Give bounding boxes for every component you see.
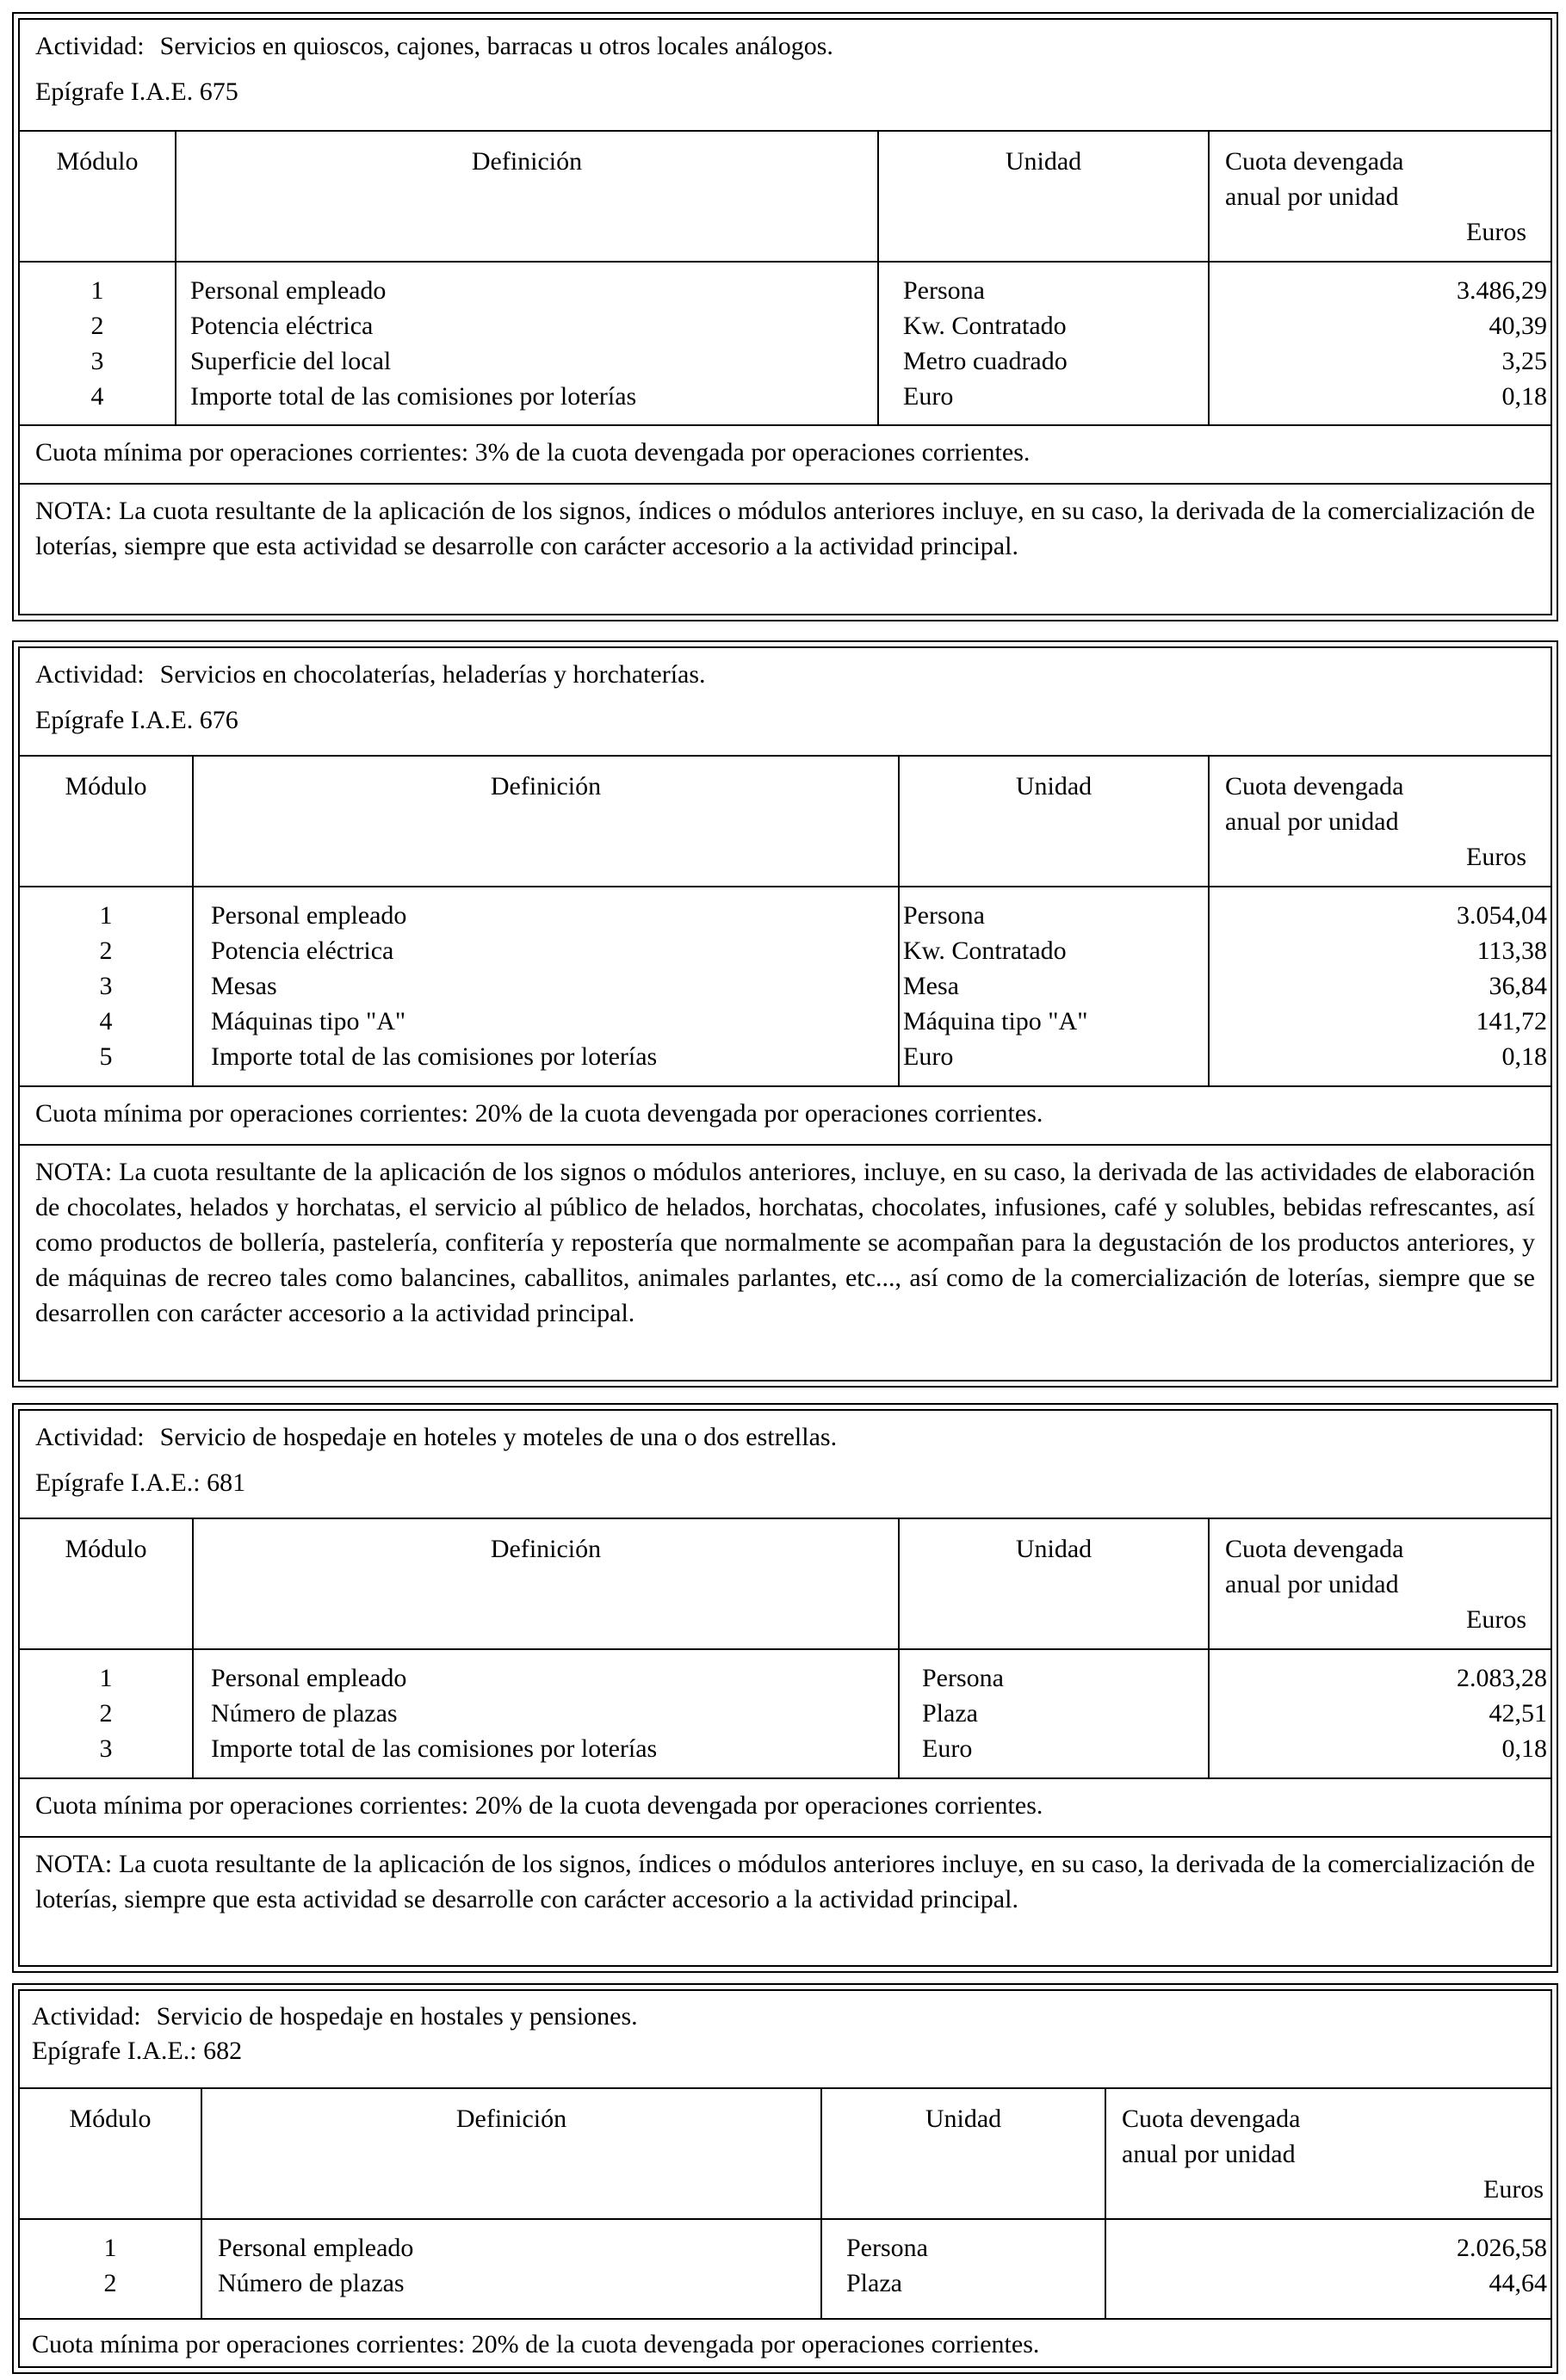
- activity-block-676: [12, 640, 1558, 1388]
- activity-heading: [35, 657, 706, 738]
- cell-definicion: Personal empleado: [211, 901, 407, 930]
- cell-definicion: Potencia eléctrica: [211, 937, 394, 965]
- header-cuota: [1225, 144, 1526, 250]
- actividad-text: Servicios en chocolaterías, heladerías y horchaterías.: [159, 660, 706, 689]
- table-row: [20, 1660, 1551, 1696]
- header-cuota-line1: Cuota devengada: [1122, 2105, 1301, 2133]
- cell-modulo: 2: [103, 2269, 117, 2297]
- cell-cuota: 3.054,04: [1457, 901, 1547, 930]
- cuota-minima: Cuota mínima por operaciones corrientes: 20% de la cuota devengada por operaciones corrientes.: [35, 1099, 1043, 1128]
- cell-modulo: 1: [90, 276, 104, 305]
- header-definicion: Definición: [490, 772, 602, 801]
- header-cuota-unit: Euros: [1466, 1605, 1526, 1634]
- actividad-text: Servicio de hospedaje en hoteles y moteles de una o dos estrellas.: [159, 1423, 838, 1451]
- cell-definicion: Máquinas tipo "A": [211, 1007, 406, 1035]
- cell-cuota: 0,18: [1501, 1734, 1547, 1763]
- cell-unidad: Plaza: [922, 1699, 978, 1728]
- table-row: [20, 898, 1551, 933]
- cell-modulo: 2: [99, 1699, 113, 1728]
- actividad-label: Actividad:: [35, 32, 145, 60]
- header-unidad: Unidad: [1015, 772, 1092, 801]
- cell-modulo: 2: [99, 937, 113, 965]
- cell-definicion: Número de plazas: [211, 1699, 398, 1728]
- cell-cuota: 2.026,58: [1457, 2234, 1547, 2262]
- cell-definicion: Importe total de las comisiones por loterías: [211, 1042, 658, 1071]
- cell-unidad: Persona: [846, 2234, 928, 2262]
- table-row: [20, 343, 1551, 379]
- nota-text: NOTA: La cuota resultante de la aplicación de los signos, índices o módulos anteriores incluye, en su caso, la derivada de la comercialización de loterías, siempre que esta actividad se desarrolle con carácter accesorio a la actividad principal.: [35, 497, 1535, 560]
- header-unidad: Unidad: [1005, 147, 1082, 176]
- cell-definicion: Importe total de las comisiones por loterías: [211, 1734, 658, 1763]
- actividad-label: Actividad:: [35, 1423, 145, 1451]
- header-cuota-line1: Cuota devengada: [1225, 1535, 1404, 1563]
- header-cuota-unit: Euros: [1483, 2175, 1544, 2204]
- cell-cuota: 3.486,29: [1457, 276, 1547, 305]
- cell-cuota: 36,84: [1489, 972, 1547, 1000]
- cell-unidad: Metro cuadrado: [903, 347, 1068, 375]
- epigrafe-text: Epígrafe I.A.E. 676: [35, 706, 238, 734]
- header-cuota-line2: anual por unidad: [1225, 807, 1399, 836]
- header-cuota: [1225, 1531, 1526, 1637]
- cell-modulo: 4: [90, 382, 104, 411]
- modules-table: [20, 755, 1551, 1087]
- cell-unidad: Persona: [903, 276, 985, 305]
- header-cuota: [1122, 2101, 1544, 2207]
- activity-block-frame: [18, 18, 1552, 615]
- activity-block-681: [12, 1403, 1558, 1973]
- cell-cuota: 3,25: [1501, 347, 1547, 375]
- header-cuota-line1: Cuota devengada: [1225, 147, 1404, 176]
- header-unidad: Unidad: [1015, 1535, 1092, 1563]
- cell-unidad: Persona: [922, 1664, 1004, 1692]
- modules-table: [20, 1518, 1551, 1779]
- activity-heading: [35, 1419, 837, 1500]
- cell-unidad: Persona: [903, 901, 985, 930]
- cuota-minima: Cuota mínima por operaciones corrientes: 20% de la cuota devengada por operaciones corrientes.: [35, 1791, 1043, 1820]
- table-row: [20, 933, 1551, 968]
- cell-definicion: Importe total de las comisiones por loterías: [190, 382, 637, 411]
- header-cuota: [1225, 769, 1526, 875]
- table-row: [20, 2230, 1551, 2266]
- table-row: [20, 379, 1551, 414]
- cell-unidad: Euro: [903, 382, 954, 411]
- cell-unidad: Kw. Contratado: [903, 312, 1067, 340]
- cell-definicion: Personal empleado: [211, 1664, 407, 1692]
- cell-unidad: Kw. Contratado: [903, 937, 1067, 965]
- header-definicion: Definición: [490, 1535, 602, 1563]
- cell-cuota: 40,39: [1489, 312, 1547, 340]
- activity-block-frame: [18, 1989, 1552, 2368]
- table-row: [20, 2266, 1551, 2301]
- cell-cuota: 42,51: [1489, 1699, 1547, 1728]
- cuota-minima: Cuota mínima por operaciones corrientes: 20% de la cuota devengada por operaciones corrientes.: [32, 2330, 1040, 2358]
- table-row: [20, 968, 1551, 1004]
- activity-block-frame: [18, 1409, 1552, 1967]
- activity-block-675: [12, 12, 1558, 621]
- header-cuota-line2: anual por unidad: [1225, 1570, 1399, 1598]
- cell-definicion: Superficie del local: [190, 347, 392, 375]
- cell-cuota: 44,64: [1489, 2269, 1547, 2297]
- header-modulo: Módulo: [56, 147, 139, 176]
- header-modulo: Módulo: [65, 772, 147, 801]
- cell-cuota: 141,72: [1476, 1007, 1547, 1035]
- header-cuota-unit: Euros: [1466, 843, 1526, 871]
- activity-heading: [35, 28, 833, 109]
- nota-text: NOTA: La cuota resultante de la aplicación de los signos o módulos anteriores, incluye, en su caso, la derivada de las actividades de elaboración de chocolates, helados y horchatas, el servicio al público de helados, horchatas, chocolates, infusiones, café y solubles, bebidas refrescantes, así como productos de bollería, pastelería, confitería y repostería que normalmente se acompañan para la degustación de los productos anteriores, y de máquinas de recreo tales como balancines, caballitos, animales parlantes, etc..., así como de la comercialización de loterías, siempre que se desarrollen con carácter accesorio a la actividad principal.: [35, 1158, 1535, 1327]
- table-row: [20, 1696, 1551, 1731]
- header-definicion: Definición: [455, 2105, 567, 2133]
- epigrafe-text: Epígrafe I.A.E. 675: [35, 77, 238, 106]
- header-modulo: Módulo: [69, 2105, 152, 2133]
- activity-heading: [32, 2000, 638, 2068]
- cell-definicion: Potencia eléctrica: [190, 312, 374, 340]
- table-row: [20, 1004, 1551, 1039]
- actividad-label: Actividad:: [35, 660, 145, 689]
- cell-cuota: 2.083,28: [1457, 1664, 1547, 1692]
- table-row: [20, 1731, 1551, 1766]
- cell-modulo: 1: [99, 901, 113, 930]
- modules-table: [20, 130, 1551, 426]
- cell-cuota: 113,38: [1476, 937, 1547, 965]
- activity-block-frame: [18, 646, 1552, 1382]
- epigrafe-text: Epígrafe I.A.E.: 681: [35, 1468, 246, 1497]
- cell-modulo: 4: [99, 1007, 113, 1035]
- cell-unidad: Euro: [903, 1042, 954, 1071]
- cell-modulo: 1: [99, 1664, 113, 1692]
- cell-modulo: 2: [90, 312, 104, 340]
- cell-modulo: 3: [99, 1734, 113, 1763]
- cell-modulo: 5: [99, 1042, 113, 1071]
- header-unidad: Unidad: [925, 2105, 1002, 2133]
- cell-modulo: 3: [99, 972, 113, 1000]
- header-cuota-line2: anual por unidad: [1225, 182, 1399, 211]
- cell-unidad: Mesa: [903, 972, 959, 1000]
- cell-cuota: 0,18: [1501, 382, 1547, 411]
- header-definicion: Definición: [471, 147, 583, 176]
- cell-modulo: 1: [103, 2234, 117, 2262]
- cell-unidad: Euro: [922, 1734, 973, 1763]
- cell-definicion: Número de plazas: [218, 2269, 405, 2297]
- nota-text: NOTA: La cuota resultante de la aplicación de los signos, índices o módulos anteriores incluye, en su caso, la derivada de la comercialización de loterías, siempre que esta actividad se desarrolle con carácter accesorio a la actividad principal.: [35, 1850, 1535, 1913]
- header-modulo: Módulo: [65, 1535, 147, 1563]
- table-row: [20, 1039, 1551, 1074]
- cell-definicion: Personal empleado: [190, 276, 387, 305]
- header-cuota-line2: anual por unidad: [1122, 2140, 1296, 2168]
- cell-modulo: 3: [90, 347, 104, 375]
- epigrafe-text: Epígrafe I.A.E.: 682: [32, 2037, 243, 2065]
- cell-unidad: Máquina tipo "A": [903, 1007, 1088, 1035]
- cell-unidad: Plaza: [846, 2269, 902, 2297]
- activity-block-682: [12, 1983, 1558, 2374]
- modules-table: [20, 2087, 1551, 2320]
- actividad-label: Actividad:: [32, 2002, 141, 2031]
- cell-definicion: Personal empleado: [218, 2234, 414, 2262]
- header-cuota-line1: Cuota devengada: [1225, 772, 1404, 801]
- table-row: [20, 273, 1551, 308]
- cuota-minima: Cuota mínima por operaciones corrientes: 3% de la cuota devengada por operaciones corrientes.: [35, 438, 1031, 467]
- header-cuota-unit: Euros: [1466, 218, 1526, 246]
- cell-cuota: 0,18: [1501, 1042, 1547, 1071]
- actividad-text: Servicios en quioscos, cajones, barracas u otros locales análogos.: [159, 32, 833, 60]
- actividad-text: Servicio de hospedaje en hostales y pensiones.: [156, 2002, 638, 2031]
- table-row: [20, 308, 1551, 343]
- cell-definicion: Mesas: [211, 972, 277, 1000]
